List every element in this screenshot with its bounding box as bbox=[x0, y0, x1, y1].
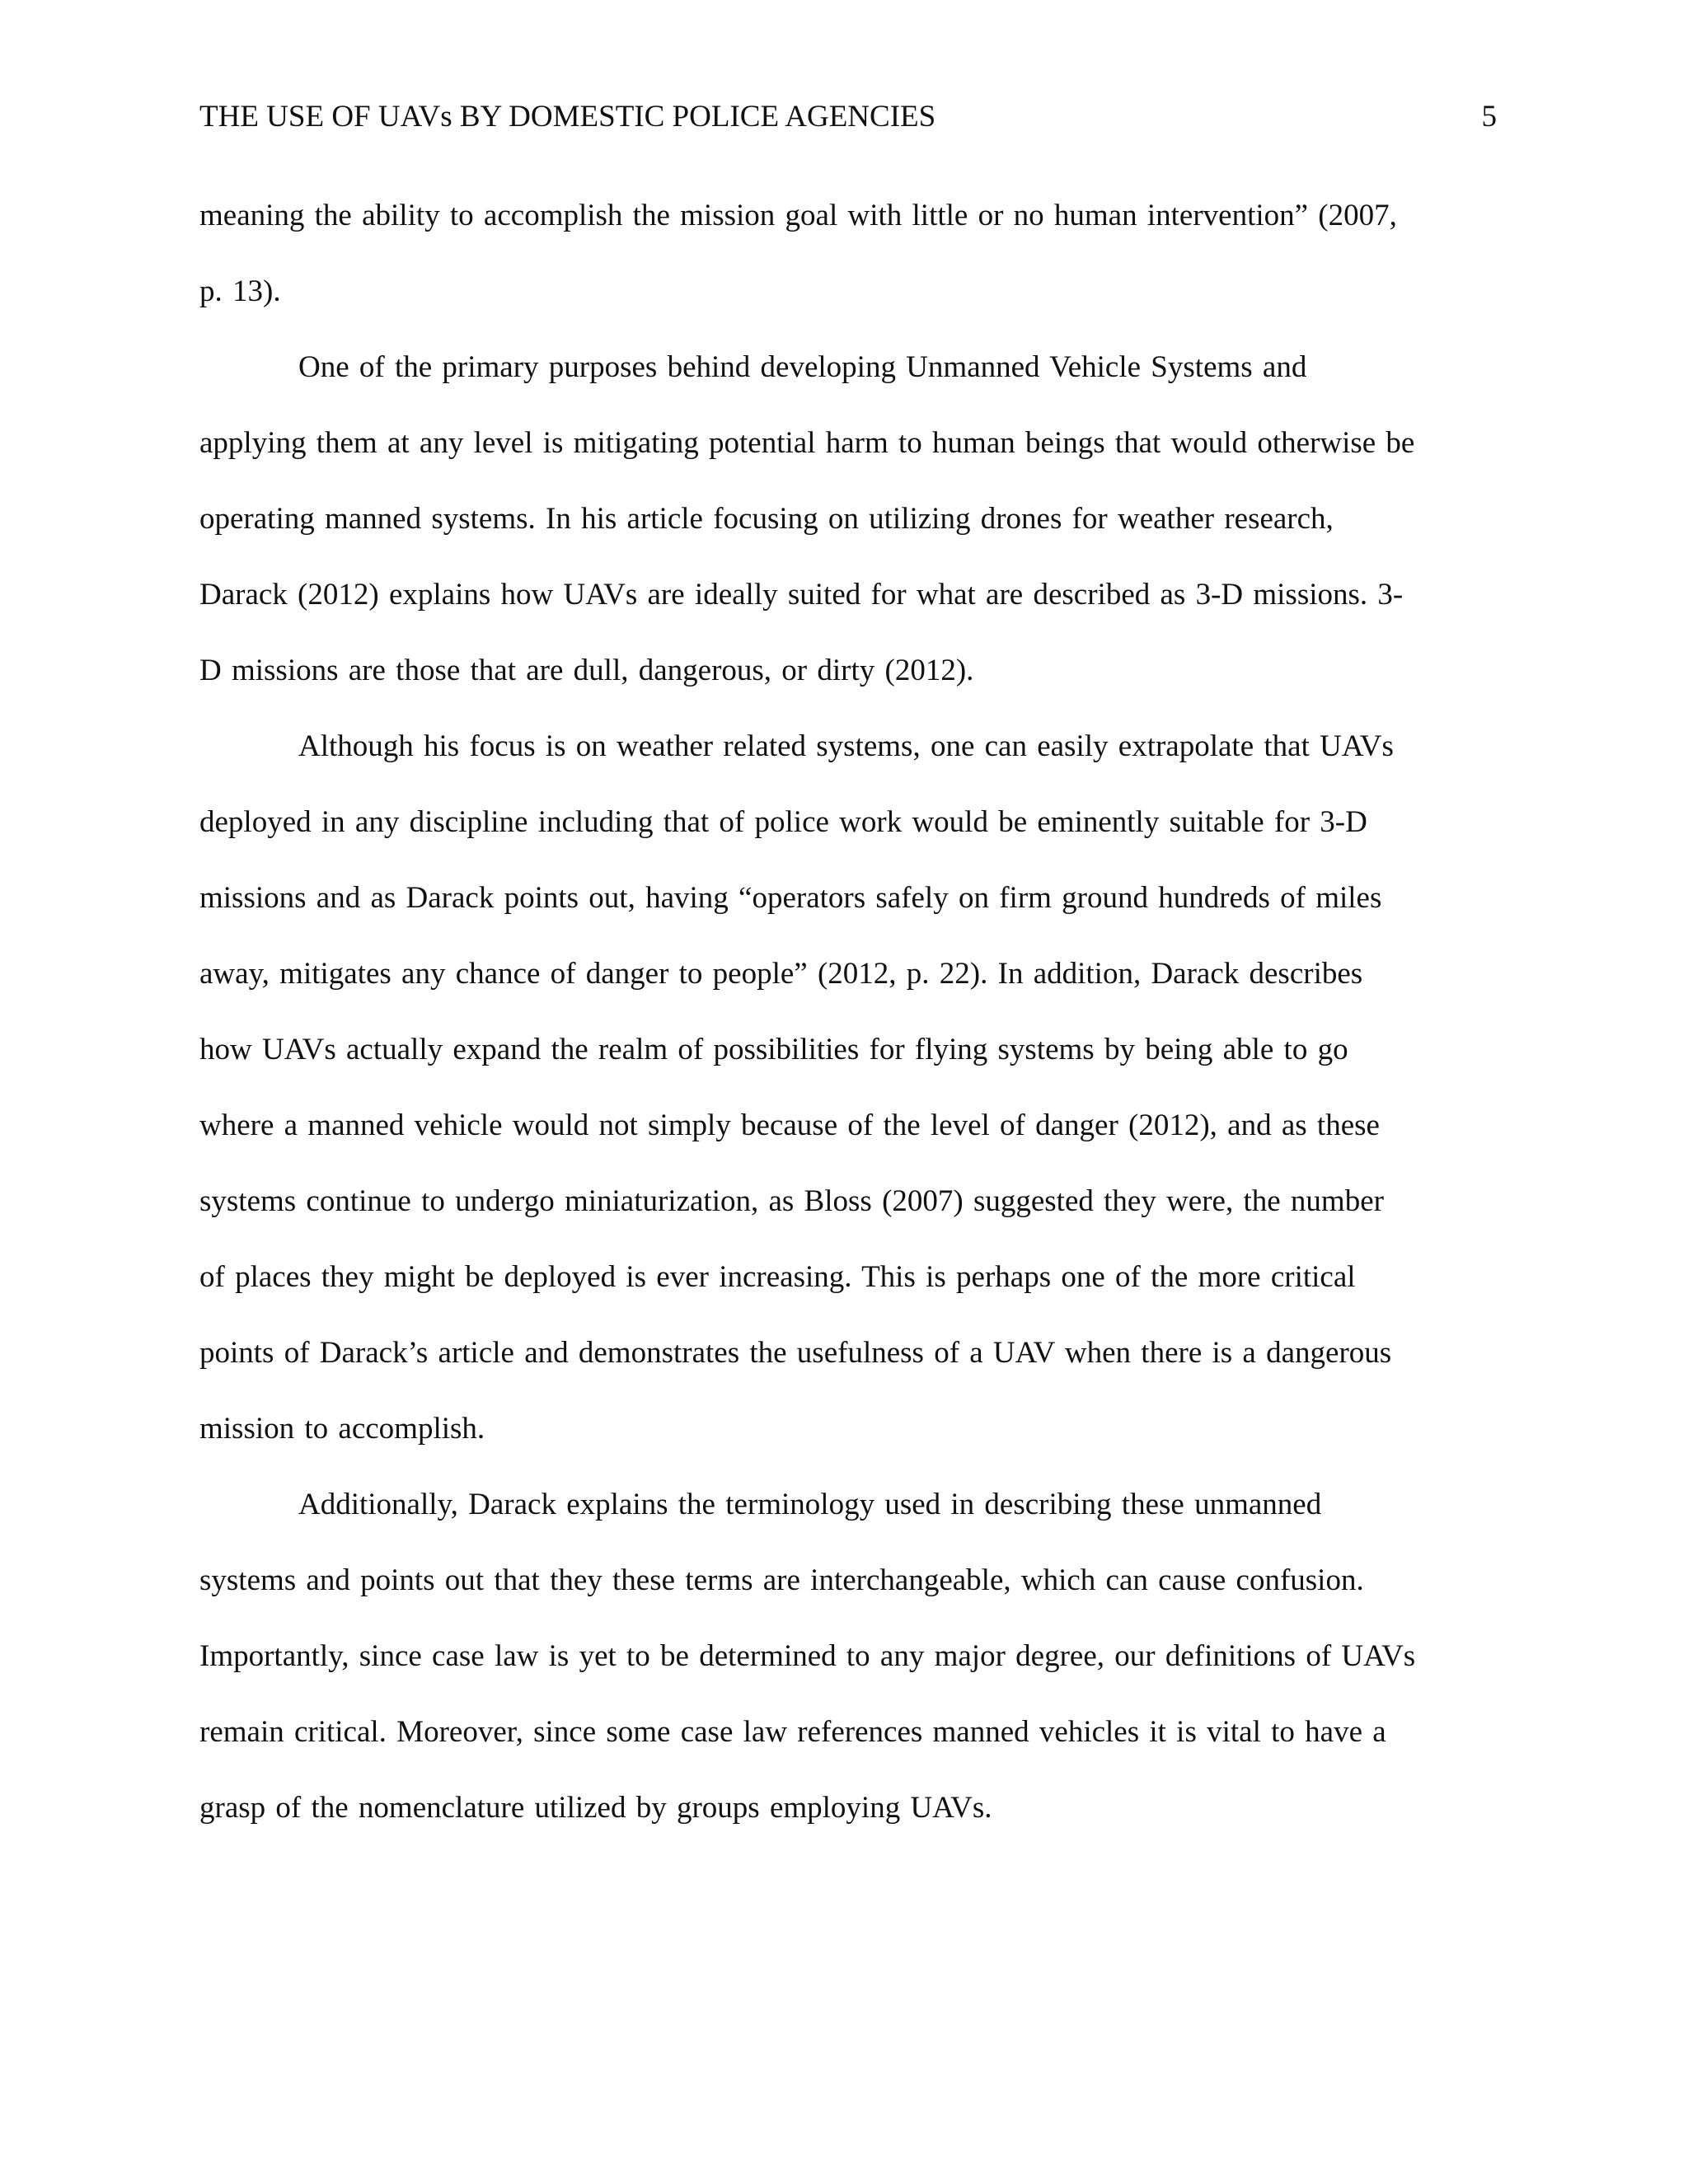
running-head-title: THE USE OF UAVs BY DOMESTIC POLICE AGENCIES bbox=[199, 100, 936, 134]
text-line: Importantly, since case law is yet to be determined to any major degree, our definitions of UAVs bbox=[199, 1639, 1416, 1673]
text-line: deployed in any discipline including that of police work would be eminently suitable for 3-D bbox=[199, 805, 1367, 839]
text-line: missions and as Darack points out, having “operators safely on firm ground hundreds of miles bbox=[199, 881, 1382, 915]
text-line: Darack (2012) explains how UAVs are ideally suited for what are described as 3-D missions. 3- bbox=[199, 578, 1404, 612]
text-line: grasp of the nomenclature utilized by groups employing UAVs. bbox=[199, 1791, 992, 1825]
paragraph-first-line: Additionally, Darack explains the terminology used in describing these unmanned bbox=[298, 1488, 1322, 1521]
text-line: how UAVs actually expand the realm of possibilities for flying systems by being able to go bbox=[199, 1033, 1348, 1066]
paragraph-first-line: Although his focus is on weather related systems, one can easily extrapolate that UAVs bbox=[298, 729, 1394, 763]
text-line: mission to accomplish. bbox=[199, 1412, 485, 1446]
text-line: operating manned systems. In his article focusing on utilizing drones for weather research, bbox=[199, 502, 1334, 536]
text-line: where a manned vehicle would not simply because of the level of danger (2012), and as these bbox=[199, 1108, 1380, 1142]
text-line: D missions are those that are dull, dangerous, or dirty (2012). bbox=[199, 654, 974, 687]
text-line: p. 13). bbox=[199, 274, 281, 308]
text-line: systems continue to undergo miniaturization, as Bloss (2007) suggested they were, the number bbox=[199, 1184, 1384, 1218]
text-line: remain critical. Moreover, since some case law references manned vehicles it is vital to have a bbox=[199, 1715, 1386, 1749]
page-number: 5 bbox=[1481, 100, 1497, 134]
running-head bbox=[199, 97, 1497, 137]
text-line: systems and points out that they these terms are interchangeable, which can cause confusion. bbox=[199, 1563, 1364, 1597]
text-line: applying them at any level is mitigating potential harm to human beings that would otherwise be bbox=[199, 426, 1415, 460]
text-line: of places they might be deployed is ever increasing. This is perhaps one of the more critical bbox=[199, 1260, 1356, 1294]
paragraph-first-line: One of the primary purposes behind developing Unmanned Vehicle Systems and bbox=[298, 350, 1307, 384]
text-line: meaning the ability to accomplish the mission goal with little or no human intervention” (2007, bbox=[199, 199, 1397, 232]
body-text bbox=[199, 191, 1497, 1859]
text-line: points of Darack’s article and demonstrates the usefulness of a UAV when there is a dangerous bbox=[199, 1336, 1392, 1370]
text-line: away, mitigates any chance of danger to people” (2012, p. 22). In addition, Darack describes bbox=[199, 957, 1363, 991]
